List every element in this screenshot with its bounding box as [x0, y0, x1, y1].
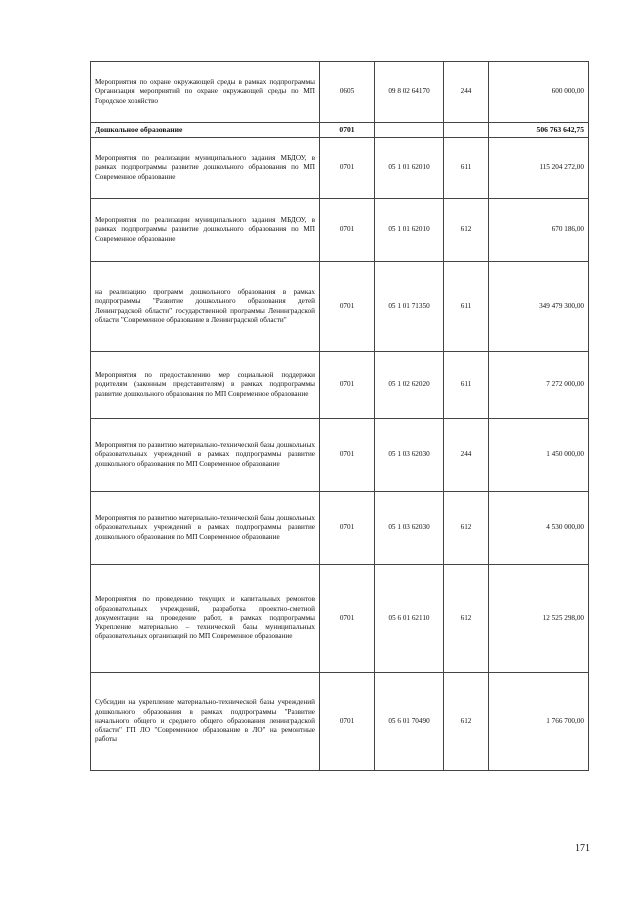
section-code: 0701	[320, 199, 375, 262]
table-row	[91, 262, 589, 352]
amount: 115 204 272,00	[489, 138, 589, 199]
section-code: 0701	[320, 492, 375, 565]
amount: 670 186,00	[489, 199, 589, 262]
section-code: 0701	[320, 262, 375, 352]
section-code: 0701	[320, 123, 375, 138]
amount: 4 530 000,00	[489, 492, 589, 565]
amount: 600 000,00	[489, 62, 589, 123]
section-code: 0605	[320, 62, 375, 123]
target-code: 05 1 02 62020	[375, 352, 444, 419]
row-name: на реализацию программ дошкольного образования в рамках подпрограммы "Развитие дошкольного образования детей Ленинградской области" государственной программы Ленинградской области "Современное образование в Ленинградской области"	[91, 262, 320, 352]
section-code: 0701	[320, 419, 375, 492]
table-row	[91, 352, 589, 419]
table-row	[91, 419, 589, 492]
target-code: 05 1 01 62010	[375, 199, 444, 262]
row-name: Мероприятия по реализации муниципального задания МБДОУ, в рамках подпрограммы развитие дошкольного образования по МП Современное образование	[91, 138, 320, 199]
amount: 12 525 298,00	[489, 565, 589, 673]
target-code: 05 1 03 62030	[375, 419, 444, 492]
table-row	[91, 199, 589, 262]
expense-type-code: 612	[444, 565, 489, 673]
row-name: Мероприятия по проведению текущих и капитальных ремонтов образовательных учреждений, разработка проектно-сметной документации на проведение работ, в рамках подпрограммы Укрепление материально – технической базы муниципальных образовательных организаций по МП Современное образование	[91, 565, 320, 673]
table-row	[91, 565, 589, 673]
row-name: Дошкольное образование	[91, 123, 320, 138]
row-name: Субсидии на укрепление материально-технической базы учреждений дошкольного образования в рамках подпрограммы "Развитие начального общего и среднего общего образования ленинградской области" ГП ЛО "Современное образование в ЛО" на ремонтные работы	[91, 673, 320, 771]
row-name: Мероприятия по развитию материально-технической базы дошкольных образовательных учреждений в рамках подпрограммы развитие дошкольного образования по МП Современное образование	[91, 492, 320, 565]
table-row	[91, 492, 589, 565]
target-code: 05 1 01 62010	[375, 138, 444, 199]
amount: 1 766 700,00	[489, 673, 589, 771]
page-number: 171	[575, 843, 590, 854]
amount: 1 450 000,00	[489, 419, 589, 492]
expense-type-code: 612	[444, 199, 489, 262]
expense-type-code: 611	[444, 262, 489, 352]
section-code: 0701	[320, 565, 375, 673]
budget-table	[90, 61, 589, 771]
row-name: Мероприятия по охране окружающей среды в рамках подпрограммы Организация мероприятий по охране окружающей среды по МП Городское хозяйство	[91, 62, 320, 123]
table-row	[91, 62, 589, 123]
table-row	[91, 138, 589, 199]
target-code: 05 6 01 70490	[375, 673, 444, 771]
expense-type-code: 612	[444, 492, 489, 565]
amount: 7 272 000,00	[489, 352, 589, 419]
section-code: 0701	[320, 138, 375, 199]
target-code: 05 6 01 62110	[375, 565, 444, 673]
amount: 506 763 642,75	[489, 123, 589, 138]
table-row	[91, 673, 589, 771]
target-code: 05 1 03 62030	[375, 492, 444, 565]
amount: 349 479 300,00	[489, 262, 589, 352]
row-name: Мероприятия по предоставлению мер социальной поддержки родителям (законным представителям) в рамках подпрограммы развитие дошкольного образования по МП Современное образование	[91, 352, 320, 419]
expense-type-code	[444, 123, 489, 138]
section-code: 0701	[320, 352, 375, 419]
expense-type-code: 244	[444, 62, 489, 123]
expense-type-code: 611	[444, 138, 489, 199]
section-code: 0701	[320, 673, 375, 771]
row-name: Мероприятия по развитию материально-технической базы дошкольных образовательных учреждений в рамках подпрограммы развитие дошкольного образования по МП Современное образование	[91, 419, 320, 492]
target-code	[375, 123, 444, 138]
expense-type-code: 612	[444, 673, 489, 771]
expense-type-code: 244	[444, 419, 489, 492]
expense-type-code: 611	[444, 352, 489, 419]
section-row	[91, 123, 589, 138]
target-code: 09 8 02 64170	[375, 62, 444, 123]
row-name: Мероприятия по реализации муниципального задания МБДОУ, в рамках подпрограммы развитие дошкольного образования по МП Современное образование	[91, 199, 320, 262]
target-code: 05 1 01 71350	[375, 262, 444, 352]
